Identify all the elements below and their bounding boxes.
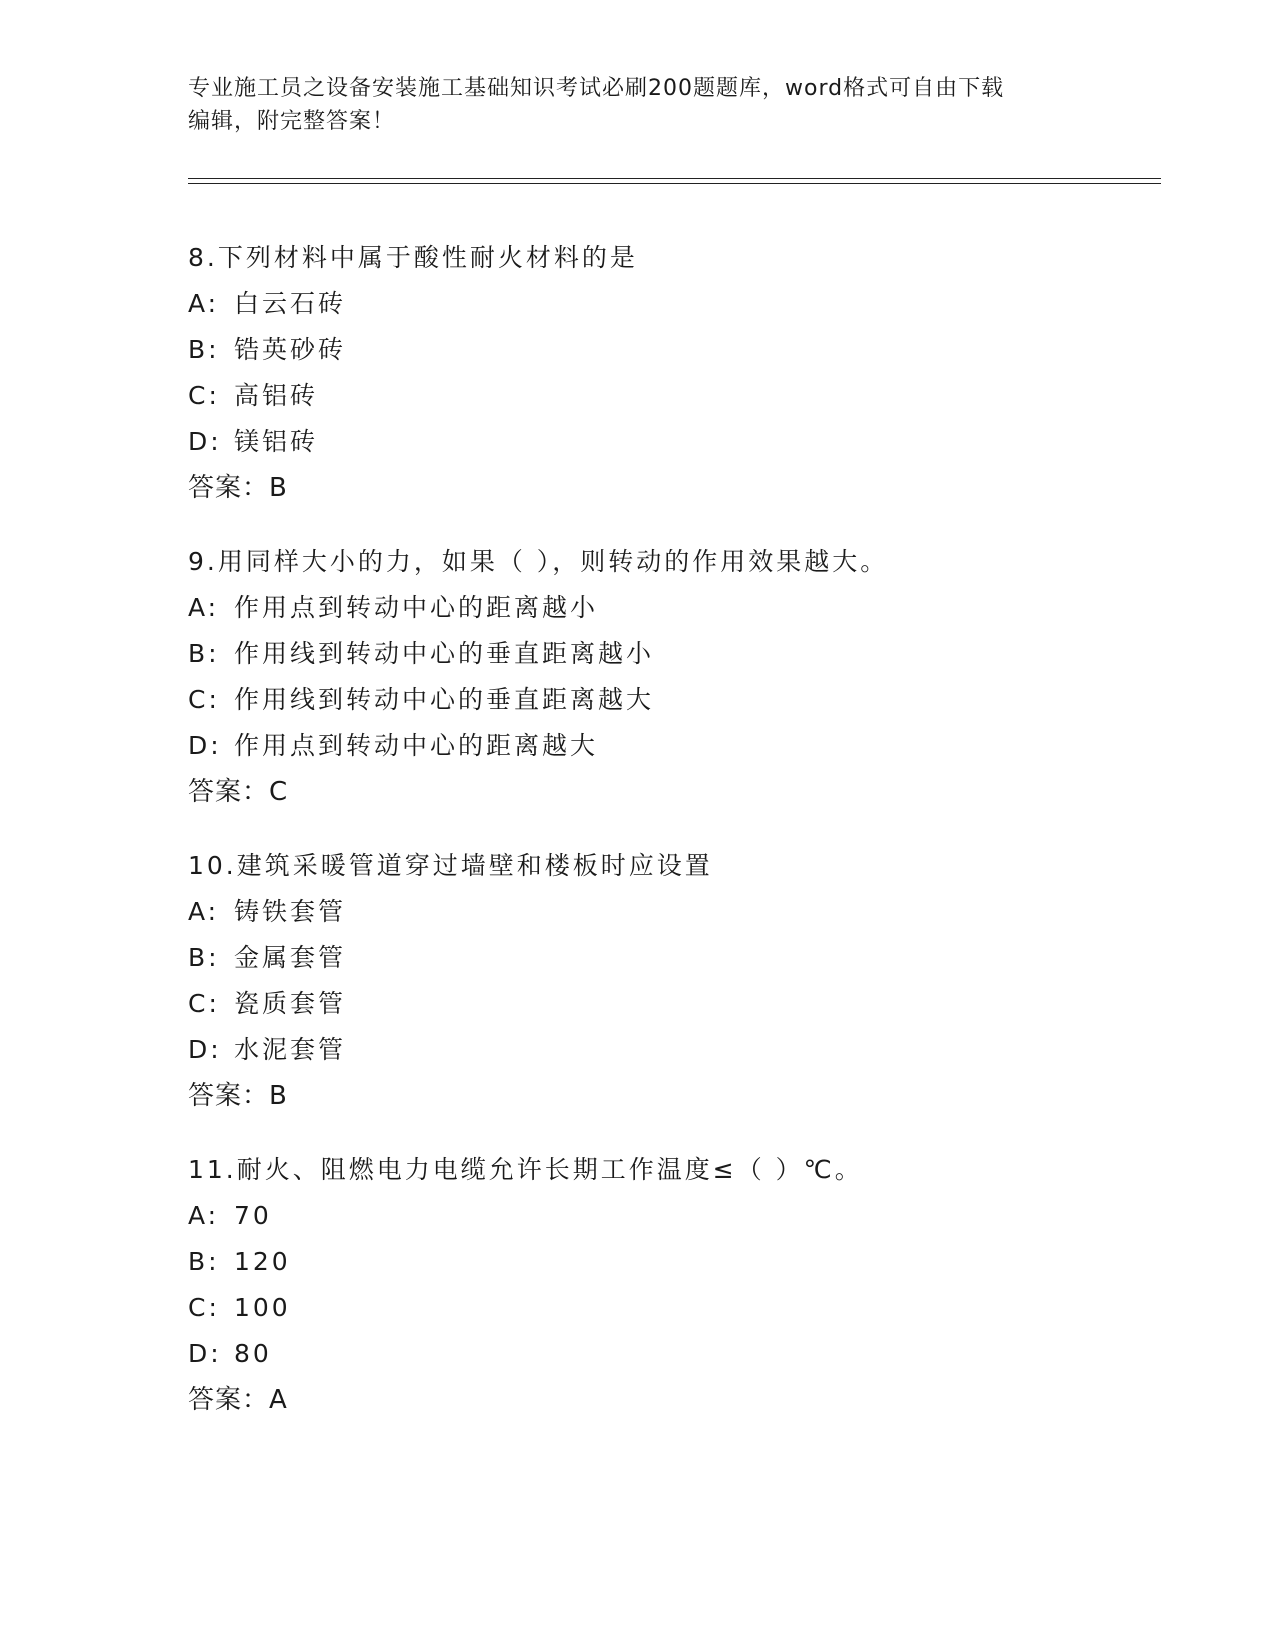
header-divider-top [188,178,1161,179]
option-letter: A: [188,593,220,622]
option-text: 70 [234,1201,272,1230]
question-9 [188,539,1168,815]
option-letter: C: [188,685,220,714]
option-a [188,281,1168,327]
option-c [188,1285,1168,1331]
option-text: 铸铁套管 [234,897,347,926]
option-a [188,1193,1168,1239]
option-letter: B: [188,1247,220,1276]
option-text: 瓷质套管 [234,989,347,1018]
question-stem: 9.用同样大小的力，如果（ ），则转动的作用效果越大。 [188,547,889,576]
option-letter: D: [188,1035,222,1064]
option-text: 100 [234,1293,291,1322]
question-list [188,235,1168,1451]
answer-line: 答案：A [188,1385,288,1415]
option-letter: B: [188,335,220,364]
option-b [188,935,1168,981]
option-letter: A: [188,897,220,926]
option-text: 白云石砖 [234,289,347,318]
option-b [188,631,1168,677]
question-stem: 8.下列材料中属于酸性耐火材料的是 [188,243,638,272]
option-a [188,889,1168,935]
option-text: 镁铝砖 [234,427,319,456]
option-a [188,585,1168,631]
option-text: 金属套管 [234,943,347,972]
option-d [188,1027,1168,1073]
header-line-2: 编辑，附完整答案！ [188,109,396,134]
option-text: 80 [234,1339,272,1368]
option-letter: D: [188,731,222,760]
header-divider-bottom [188,183,1161,184]
option-d [188,1331,1168,1377]
option-text: 作用线到转动中心的垂直距离越大 [234,685,655,714]
option-c [188,981,1168,1027]
option-letter: D: [188,427,222,456]
option-text: 作用点到转动中心的距离越小 [234,593,599,622]
question-8 [188,235,1168,511]
question-stem: 11.耐火、阻燃电力电缆允许长期工作温度≤（ ）℃。 [188,1155,863,1184]
option-letter: C: [188,1293,220,1322]
option-text: 锆英砂砖 [234,335,347,364]
option-letter: C: [188,381,220,410]
option-text: 高铝砖 [234,381,319,410]
option-c [188,677,1168,723]
answer-line: 答案：B [188,473,288,503]
option-letter: A: [188,1201,220,1230]
option-c [188,373,1168,419]
answer-line: 答案：C [188,777,289,807]
option-text: 作用线到转动中心的垂直距离越小 [234,639,655,668]
option-letter: D: [188,1339,222,1368]
question-10 [188,843,1168,1119]
option-letter: B: [188,943,220,972]
option-letter: C: [188,989,220,1018]
answer-line: 答案：B [188,1081,288,1111]
option-text: 作用点到转动中心的距离越大 [234,731,599,760]
option-letter: A: [188,289,220,318]
document-header [188,72,1088,138]
option-d [188,723,1168,769]
question-stem: 10.建筑采暖管道穿过墙壁和楼板时应设置 [188,851,713,880]
question-11 [188,1147,1168,1423]
option-text: 水泥套管 [234,1035,347,1064]
option-b [188,1239,1168,1285]
option-d [188,419,1168,465]
header-line-1: 专业施工员之设备安装施工基础知识考试必刷200题题库，word格式可自由下载 [188,76,1005,101]
option-b [188,327,1168,373]
option-text: 120 [234,1247,291,1276]
option-letter: B: [188,639,220,668]
